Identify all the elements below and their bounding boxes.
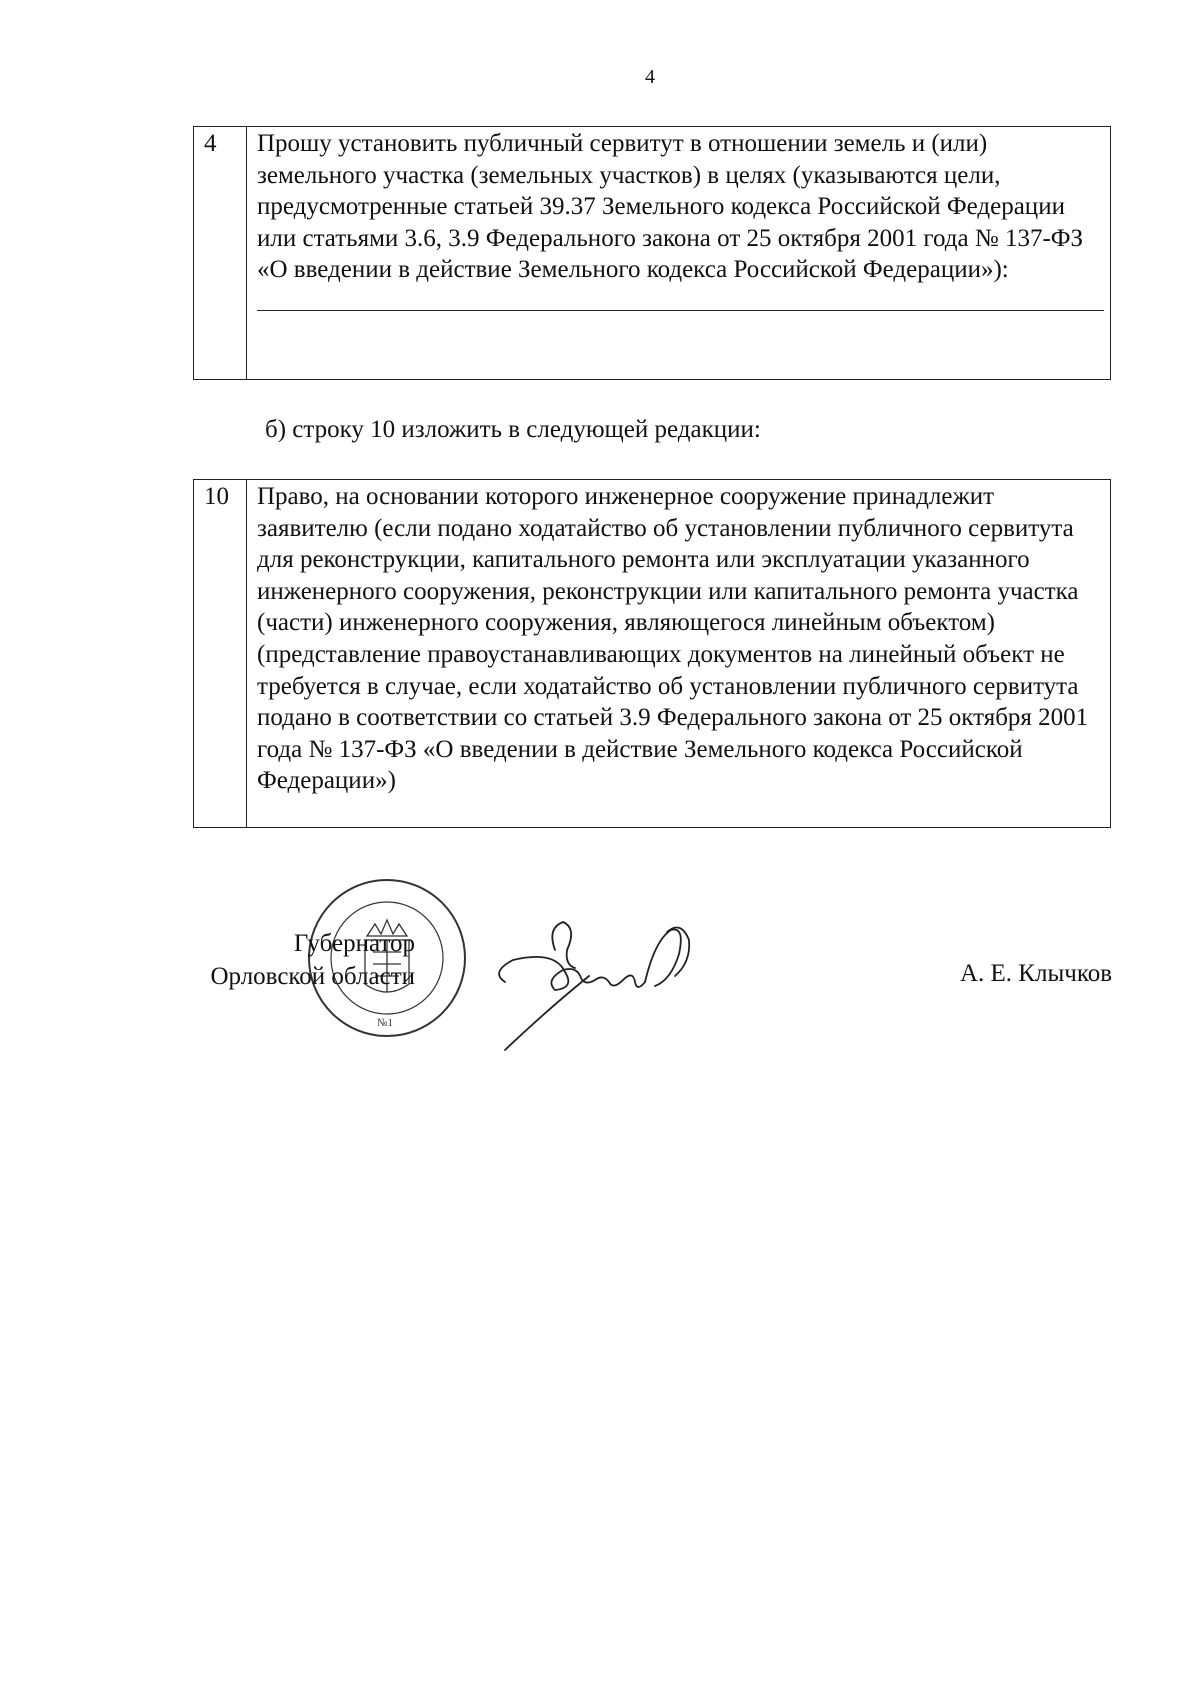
row-number: 4 <box>194 127 247 380</box>
row-text: Право, на основании которого инженерное сооружение принадлежит заявителю (если подано ходатайство об установлении публичного сервитута для реконструкции, капитального ремонта или эксплуатации указанного инженерного сооружения, реконструкции или капитального ремонта участка (части) инженерного сооружения, являющегося линейным объектом) (представление правоустанавливающих документов на линейный объект не требуется в случае, если ходатайство об установлении публичного сервитута подано в соответствии со статьей 3.9 Федерального закона от 25 октября 2001 года № 137-ФЗ «О введении в действие Земельного кодекса Российской Федерации») <box>247 480 1111 828</box>
handwritten-signature-icon <box>485 910 715 1060</box>
seal-number: №1 <box>377 1017 393 1029</box>
page-number: 4 <box>645 66 655 88</box>
fill-in-line <box>257 300 1104 311</box>
position-line-2: Орловской области <box>210 963 415 990</box>
instruction-text: б) строку 10 изложить в следующей редакции: <box>265 416 761 443</box>
signatory-position <box>195 927 415 993</box>
amendment-table-row-10 <box>193 479 1111 828</box>
amendment-table-row-4 <box>193 126 1111 380</box>
signatory-name: А. Е. Клычков <box>959 960 1112 987</box>
row-number: 10 <box>194 480 247 828</box>
row-text: Прошу установить публичный сервитут в отношении земель и (или) земельного участка (земельных участков) в целях (указываются цели, предусмотренные статьей 39.37 Земельного кодекса Российской Федерации или статьями 3.6, 3.9 Федерального закона от 25 октября 2001 года № 137-ФЗ «О введении в действие Земельного кодекса Российской Федерации»): <box>257 130 1084 284</box>
position-line-1: Губернатор <box>293 930 415 957</box>
row-text-cell <box>247 127 1111 380</box>
